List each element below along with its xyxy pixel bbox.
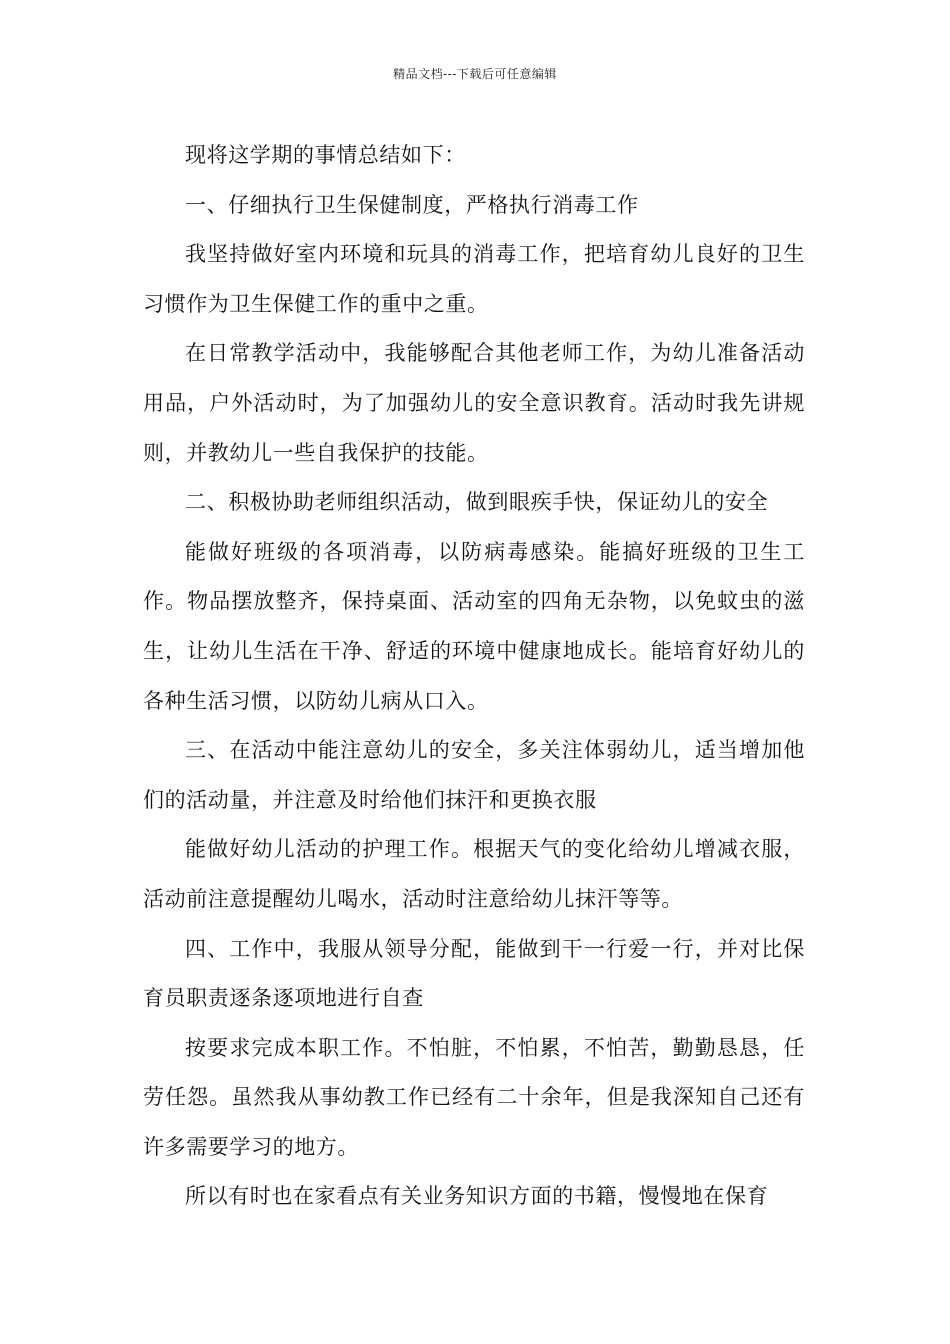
paragraph: 所以有时也在家看点有关业务知识方面的书籍，慢慢地在保育 [185,1184,769,1209]
paragraph: 在日常教学活动中，我能够配合其他老师工作，为幼儿准备活动用品，户外活动时，为了加强幼儿的安全意识教育。活动时我先讲规则，并教幼儿一些自我保护的技能。 [143,341,805,465]
paragraph: 按要求完成本职工作。不怕脏，不怕累，不怕苦，勤勤恳恳，任劳任怨。虽然我从事幼教工作已经有二十余年，但是我深知自己还有许多需要学习的地方。 [143,1035,805,1159]
page-header: 精品文档---下载后可任意编辑 [393,67,557,81]
paragraph: 我坚持做好室内环境和玩具的消毒工作，把培育幼儿良好的卫生习惯作为卫生保健工作的重中之重。 [143,242,805,316]
paragraph: 能做好幼儿活动的护理工作。根据天气的变化给幼儿增减衣服，活动前注意提醒幼儿喝水，活动时注意给幼儿抹汗等等。 [143,837,805,911]
paragraph: 能做好班级的各项消毒，以防病毒感染。能搞好班级的卫生工作。物品摆放整齐，保持桌面、活动室的四角无杂物，以免蚊虫的滋生，让幼儿生活在干净、舒适的环境中健康地成长。能培育好幼儿的各种生活习惯，以防幼儿病从口入。 [143,539,805,713]
section-heading-3: 三、在活动中能注意幼儿的安全，多关注体弱幼儿，适当增加他们的活动量，并注意及时给他们抹汗和更换衣服 [143,738,805,812]
section-heading-1: 一、仔细执行卫生保健制度，严格执行消毒工作 [185,192,639,217]
paragraph-intro: 现将这学期的事情总结如下： [185,143,466,167]
section-heading-4: 四、工作中，我服从领导分配，能做到干一行爱一行，并对比保育员职责逐条逐项地进行自查 [143,936,805,1011]
document-body [143,131,805,1222]
section-heading-2: 二、积极协助老师组织活动，做到眼疾手快，保证幼儿的安全 [185,490,769,515]
